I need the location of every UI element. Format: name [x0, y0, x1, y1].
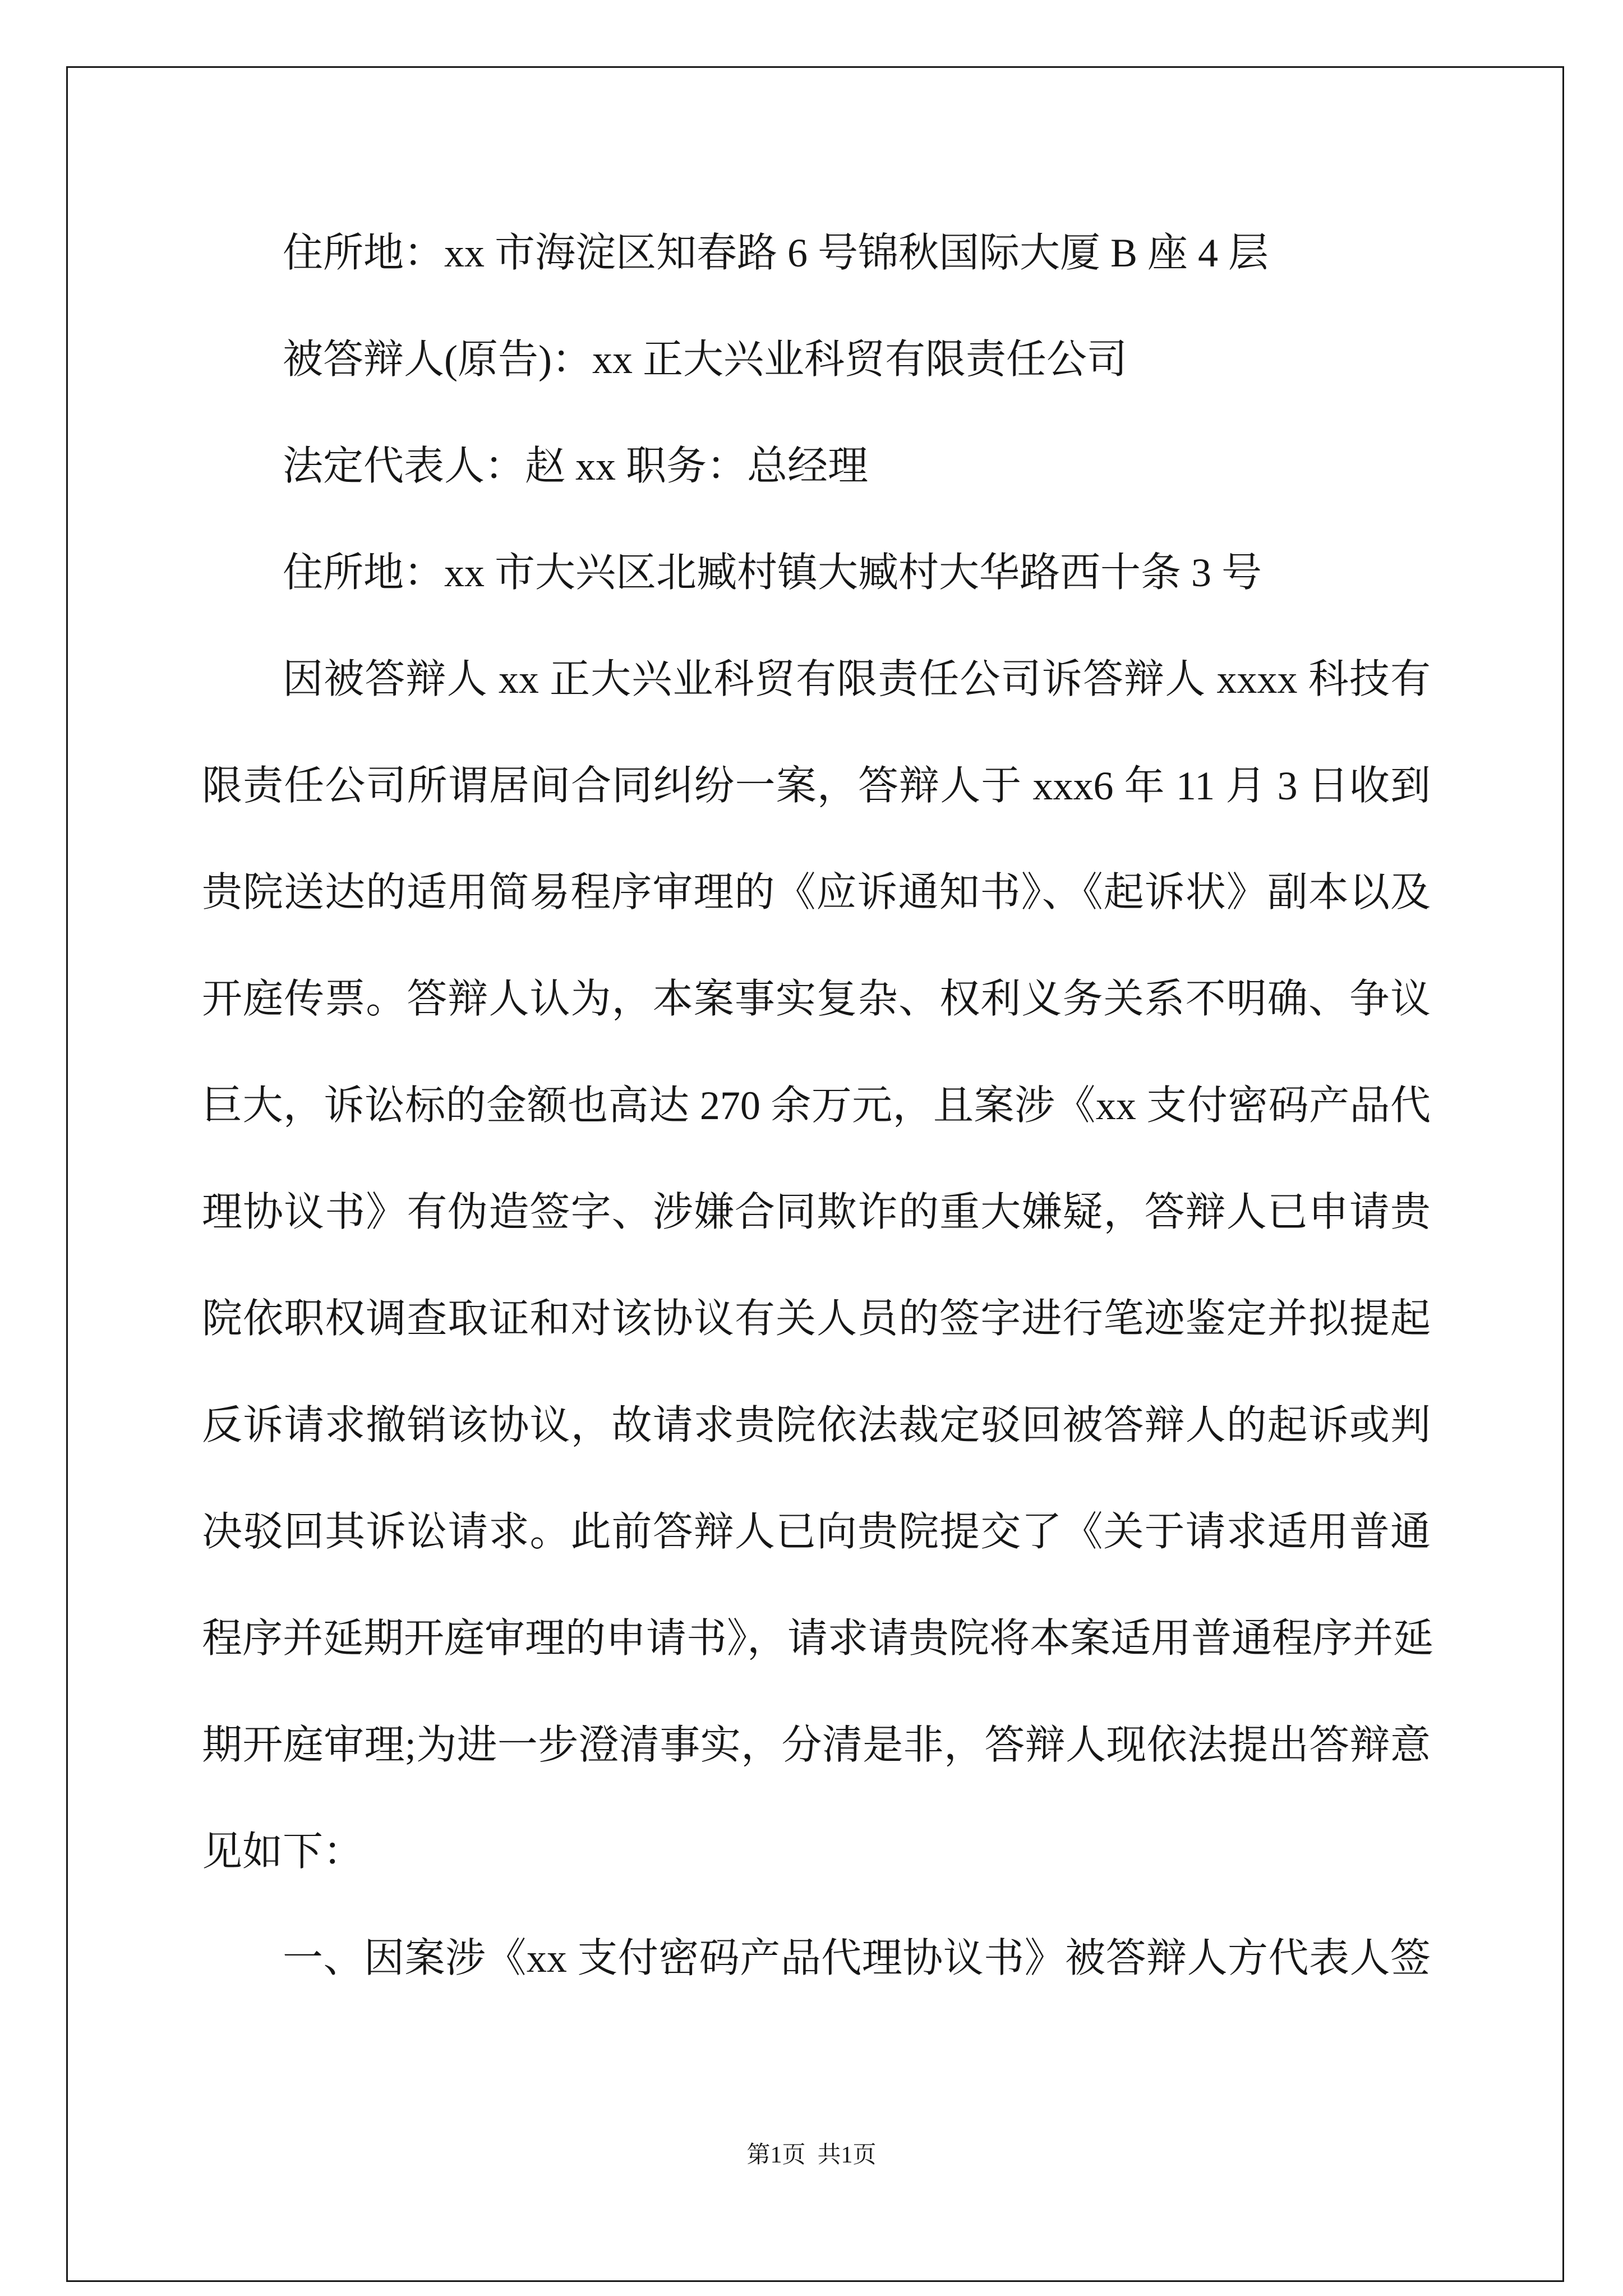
paragraph-line: 限责任公司所谓居间合同纠纷一案，答辩人于 xxx6 年 11 月 3 日收到	[202, 763, 1431, 808]
paragraph-line: 巨大，诉讼标的金额也高达 270 余万元，且案涉《xx 支付密码产品代	[202, 1083, 1431, 1128]
paragraph-line: 院依职权调查取证和对该协议有关人员的签字进行笔迹鉴定并拟提起	[202, 1296, 1431, 1341]
paragraph	[202, 306, 1431, 413]
page-footer: 第1页 共1页	[746, 2142, 877, 2168]
paragraph-line: 一、因案涉《xx 支付密码产品代理协议书》被答辩人方代表人签	[283, 1936, 1431, 1981]
paragraph-line: 期开庭审理;为进一步澄清事实，分清是非，答辩人现依法提出答辩意	[202, 1723, 1431, 1768]
paragraph-line: 被答辩人(原告)：xx 正大兴业科贸有限责任公司	[283, 337, 1127, 382]
paragraph-line: 法定代表人：赵 xx 职务：总经理	[283, 444, 869, 489]
paragraph-line: 程序并延期开庭审理的申请书》，请求请贵院将本案适用普通程序并延	[202, 1616, 1434, 1661]
paragraph-line: 反诉请求撤销该协议，故请求贵院依法裁定驳回被答辩人的起诉或判	[202, 1403, 1431, 1448]
paragraph-line: 决驳回其诉讼请求。此前答辩人已向贵院提交了《关于请求适用普通	[202, 1510, 1431, 1554]
paragraph-line: 开庭传票。答辩人认为，本案事实复杂、权利义务关系不明确、争议	[202, 977, 1431, 1022]
paragraph	[202, 200, 1431, 306]
paragraph-line: 贵院送达的适用简易程序审理的《应诉通知书》、《起诉状》副本以及	[202, 870, 1431, 915]
paragraph	[202, 519, 1431, 626]
paragraph-line: 住所地：xx 市大兴区北臧村镇大臧村大华路西十条 3 号	[283, 550, 1262, 595]
document-body	[202, 200, 1434, 2012]
paragraph-line: 理协议书》有伪造签字、涉嫌合同欺诈的重大嫌疑，答辩人已申请贵	[202, 1190, 1431, 1235]
paragraph	[202, 626, 1434, 1905]
paragraph-line: 住所地：xx 市海淀区知春路 6 号锦秋国际大厦 B 座 4 层	[283, 231, 1269, 275]
paragraph-line: 见如下：	[202, 1829, 364, 1874]
paragraph-line: 因被答辩人 xx 正大兴业科贸有限责任公司诉答辩人 xxxx 科技有	[283, 657, 1431, 702]
paragraph	[202, 1905, 1431, 2012]
paragraph	[202, 413, 1431, 519]
